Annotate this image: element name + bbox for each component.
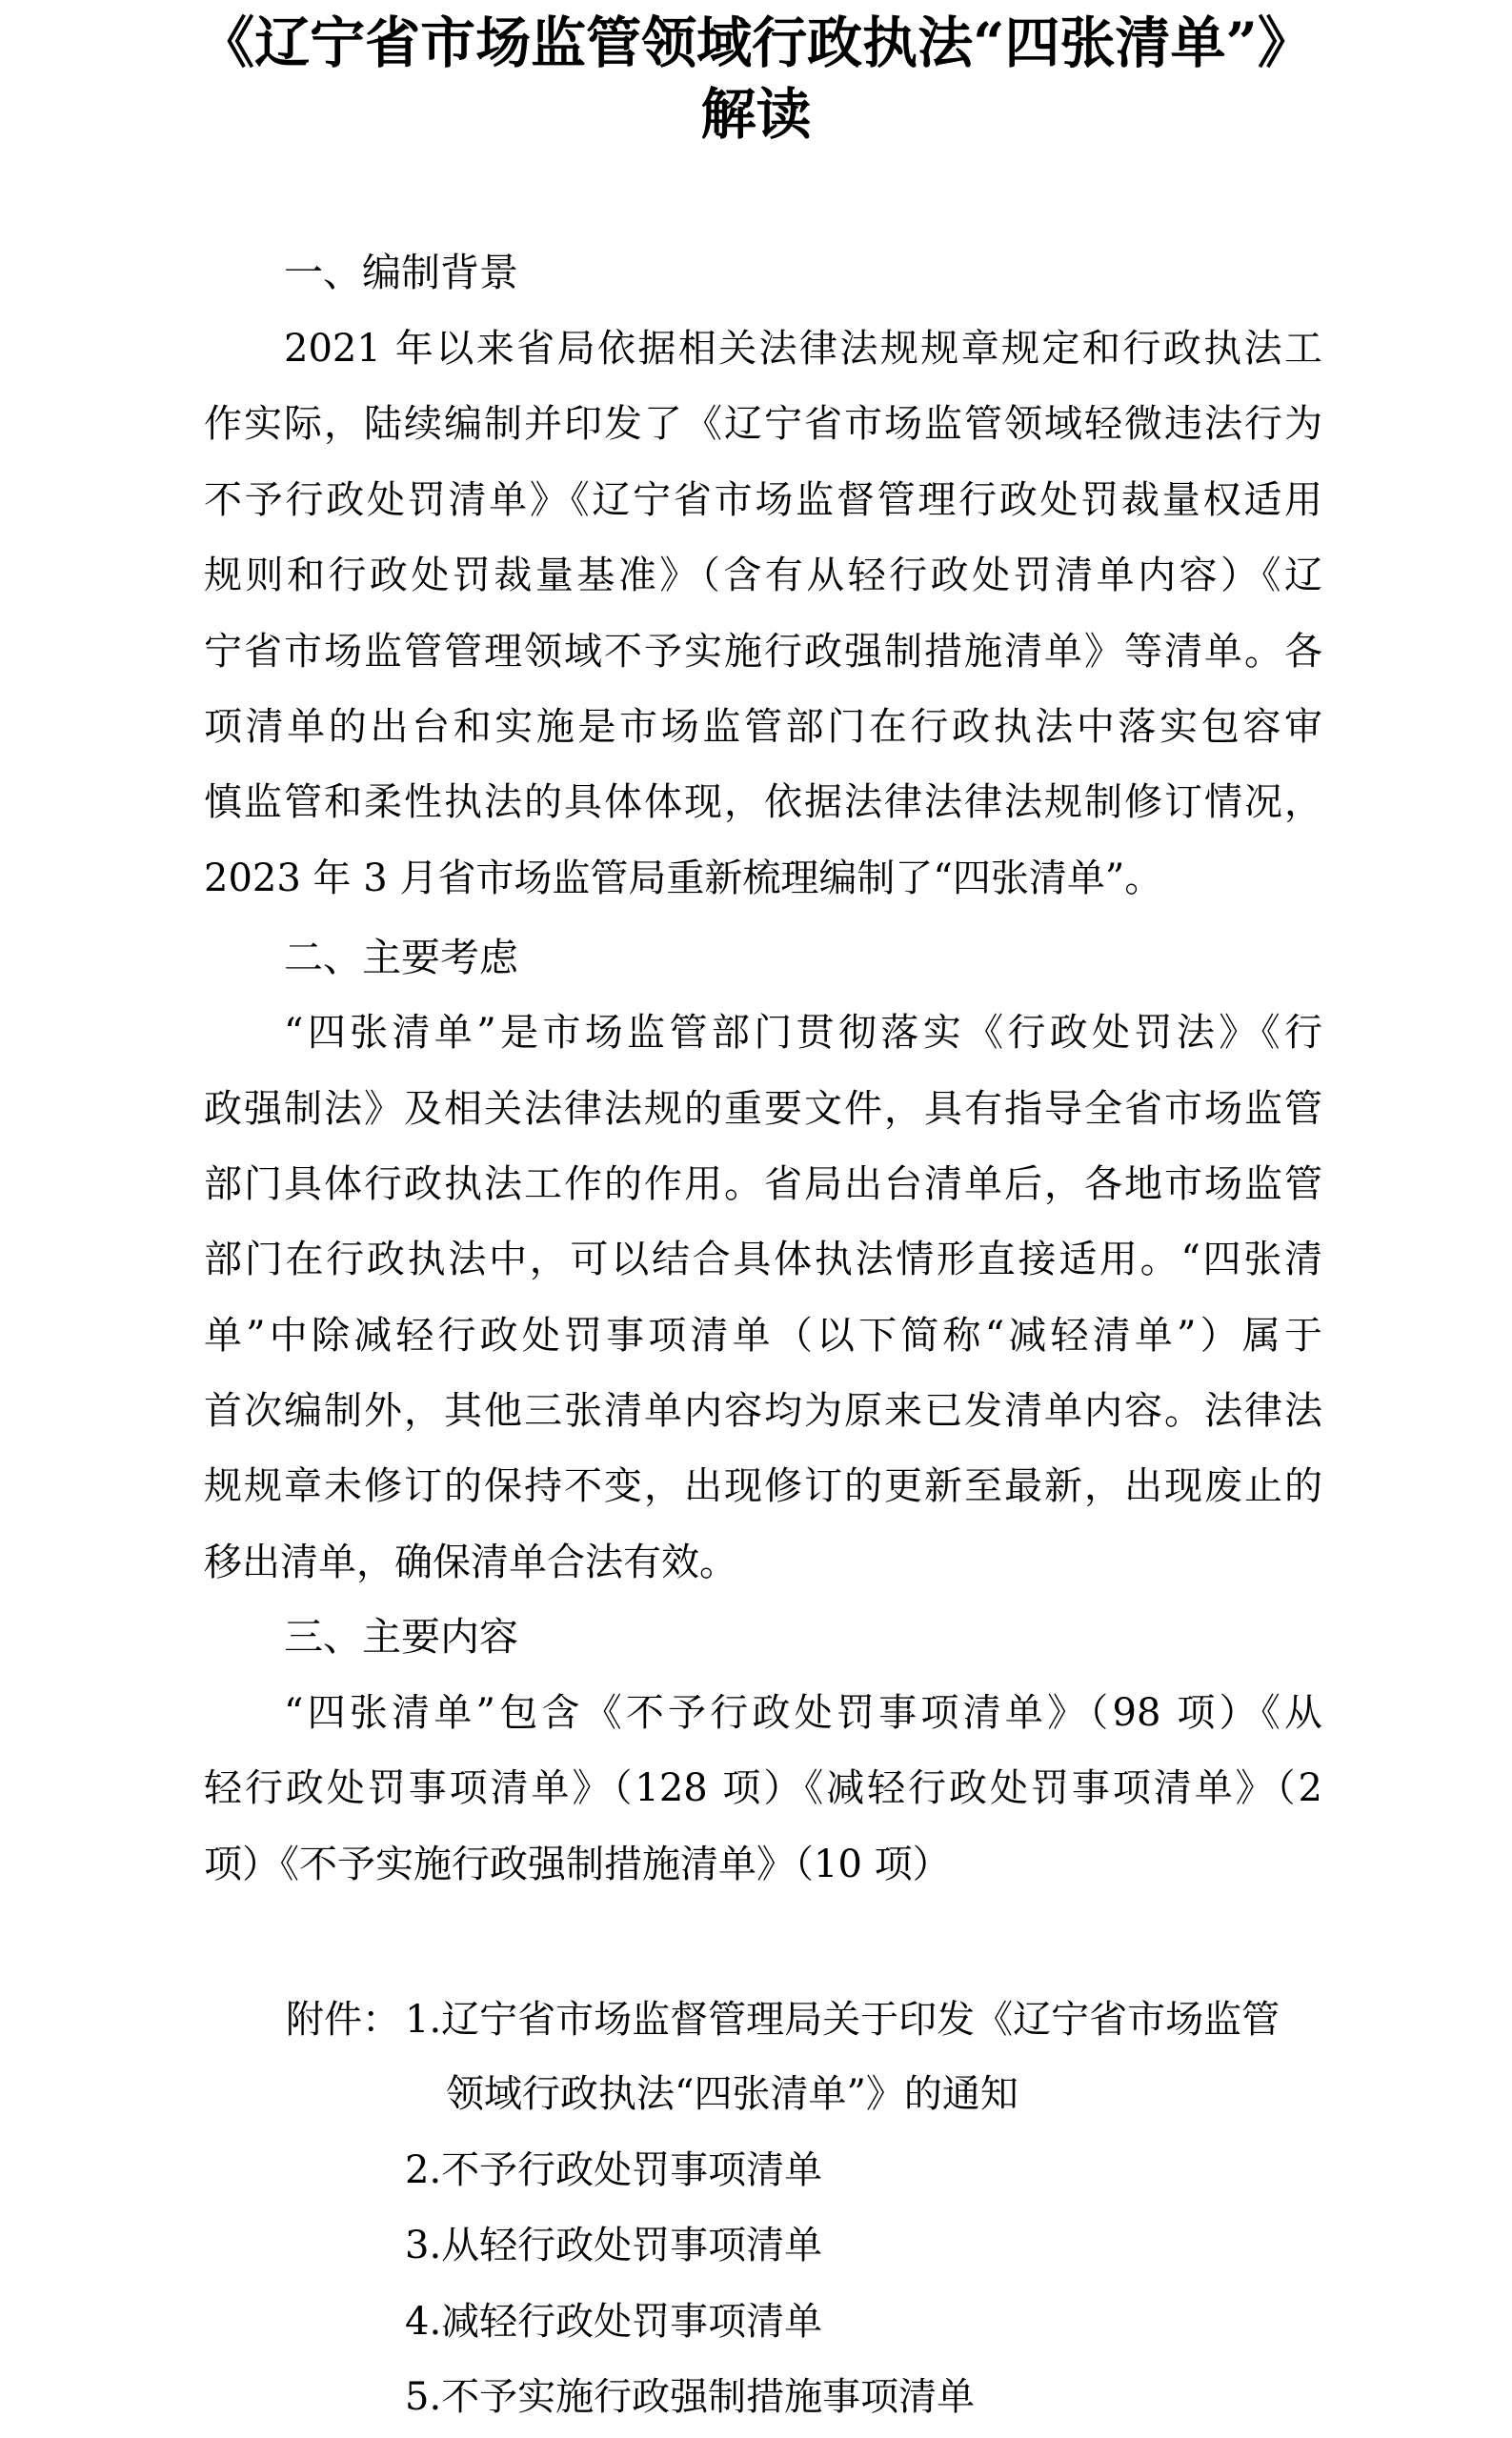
paragraph-line: 单”中除减轻行政处罚事项清单（以下简称“减轻清单”）属于 (204, 1314, 1322, 1358)
section-heading-considerations: 二、主要考虑 (284, 935, 518, 980)
attachment-item-1: 1.辽宁省市场监督管理局关于印发《辽宁省市场监管 (405, 1998, 1280, 2042)
paragraph-line: 部门在行政执法中，可以结合具体执法情形直接适用。“四张清 (204, 1238, 1322, 1281)
paragraph-line: 政强制法》及相关法律法规的重要文件，具有指导全省市场监管 (204, 1087, 1322, 1131)
paragraph-line: 2023 年 3 月省市场监管局重新梳理编制了“四张清单”。 (204, 856, 1163, 900)
paragraph-line: 移出清单，确保清单合法有效。 (204, 1541, 737, 1584)
attachment-item-1-cont: 领域行政执法“四张清单”》的通知 (446, 2072, 1018, 2116)
paragraph-line: 2021 年以来省局依据相关法律法规规章规定和行政执法工 (284, 327, 1322, 371)
document-title-line2: 解读 (700, 82, 812, 147)
attachments-label: 附件： (286, 1998, 400, 2042)
section-heading-content: 三、主要内容 (284, 1614, 518, 1660)
paragraph-line: 首次编制外，其他三张清单内容均为原来已发清单内容。法律法 (204, 1389, 1322, 1433)
document-title-line1: 《辽宁省市场监管领域行政执法“四张清单”》 (199, 10, 1313, 75)
paragraph-line: 项）《不予实施行政强制措施清单》（10 项） (204, 1843, 951, 1886)
attachment-item-2: 2.不予行政处罚事项清单 (405, 2148, 823, 2192)
paragraph-line: 慎监管和柔性执法的具体体现，依据法律法律法规制修订情况， (204, 780, 1322, 824)
paragraph-line: “四张清单”是市场监管部门贯彻落实《行政处罚法》《行 (284, 1011, 1322, 1055)
paragraph-line: “四张清单”包含《不予行政处罚事项清单》（98 项）《从 (284, 1691, 1322, 1735)
section-heading-background: 一、编制背景 (284, 250, 518, 295)
paragraph-line: 轻行政处罚事项清单》（128 项）《减轻行政处罚事项清单》（2 (204, 1766, 1322, 1810)
paragraph-line: 宁省市场监管管理领域不予实施行政强制措施清单》等清单。各 (204, 630, 1322, 674)
paragraph-line: 作实际，陆续编制并印发了《辽宁省市场监管领域轻微违法行为 (204, 402, 1322, 446)
paragraph-line: 项清单的出台和实施是市场监管部门在行政执法中落实包容审 (204, 705, 1322, 749)
paragraph-line: 规则和行政处罚裁量基准》（含有从轻行政处罚清单内容）《辽 (204, 554, 1322, 597)
attachment-item-5: 5.不予实施行政强制措施事项清单 (405, 2375, 976, 2419)
paragraph-line: 部门具体行政执法工作的作用。省局出台清单后，各地市场监管 (204, 1162, 1322, 1206)
attachment-item-4: 4.减轻行政处罚事项清单 (405, 2300, 823, 2344)
paragraph-line: 不予行政处罚清单》《辽宁省市场监督管理行政处罚裁量权适用 (204, 478, 1322, 522)
paragraph-line: 规规章未修订的保持不变，出现修订的更新至最新，出现废止的 (204, 1464, 1322, 1508)
attachment-item-3: 3.从轻行政处罚事项清单 (405, 2224, 823, 2267)
